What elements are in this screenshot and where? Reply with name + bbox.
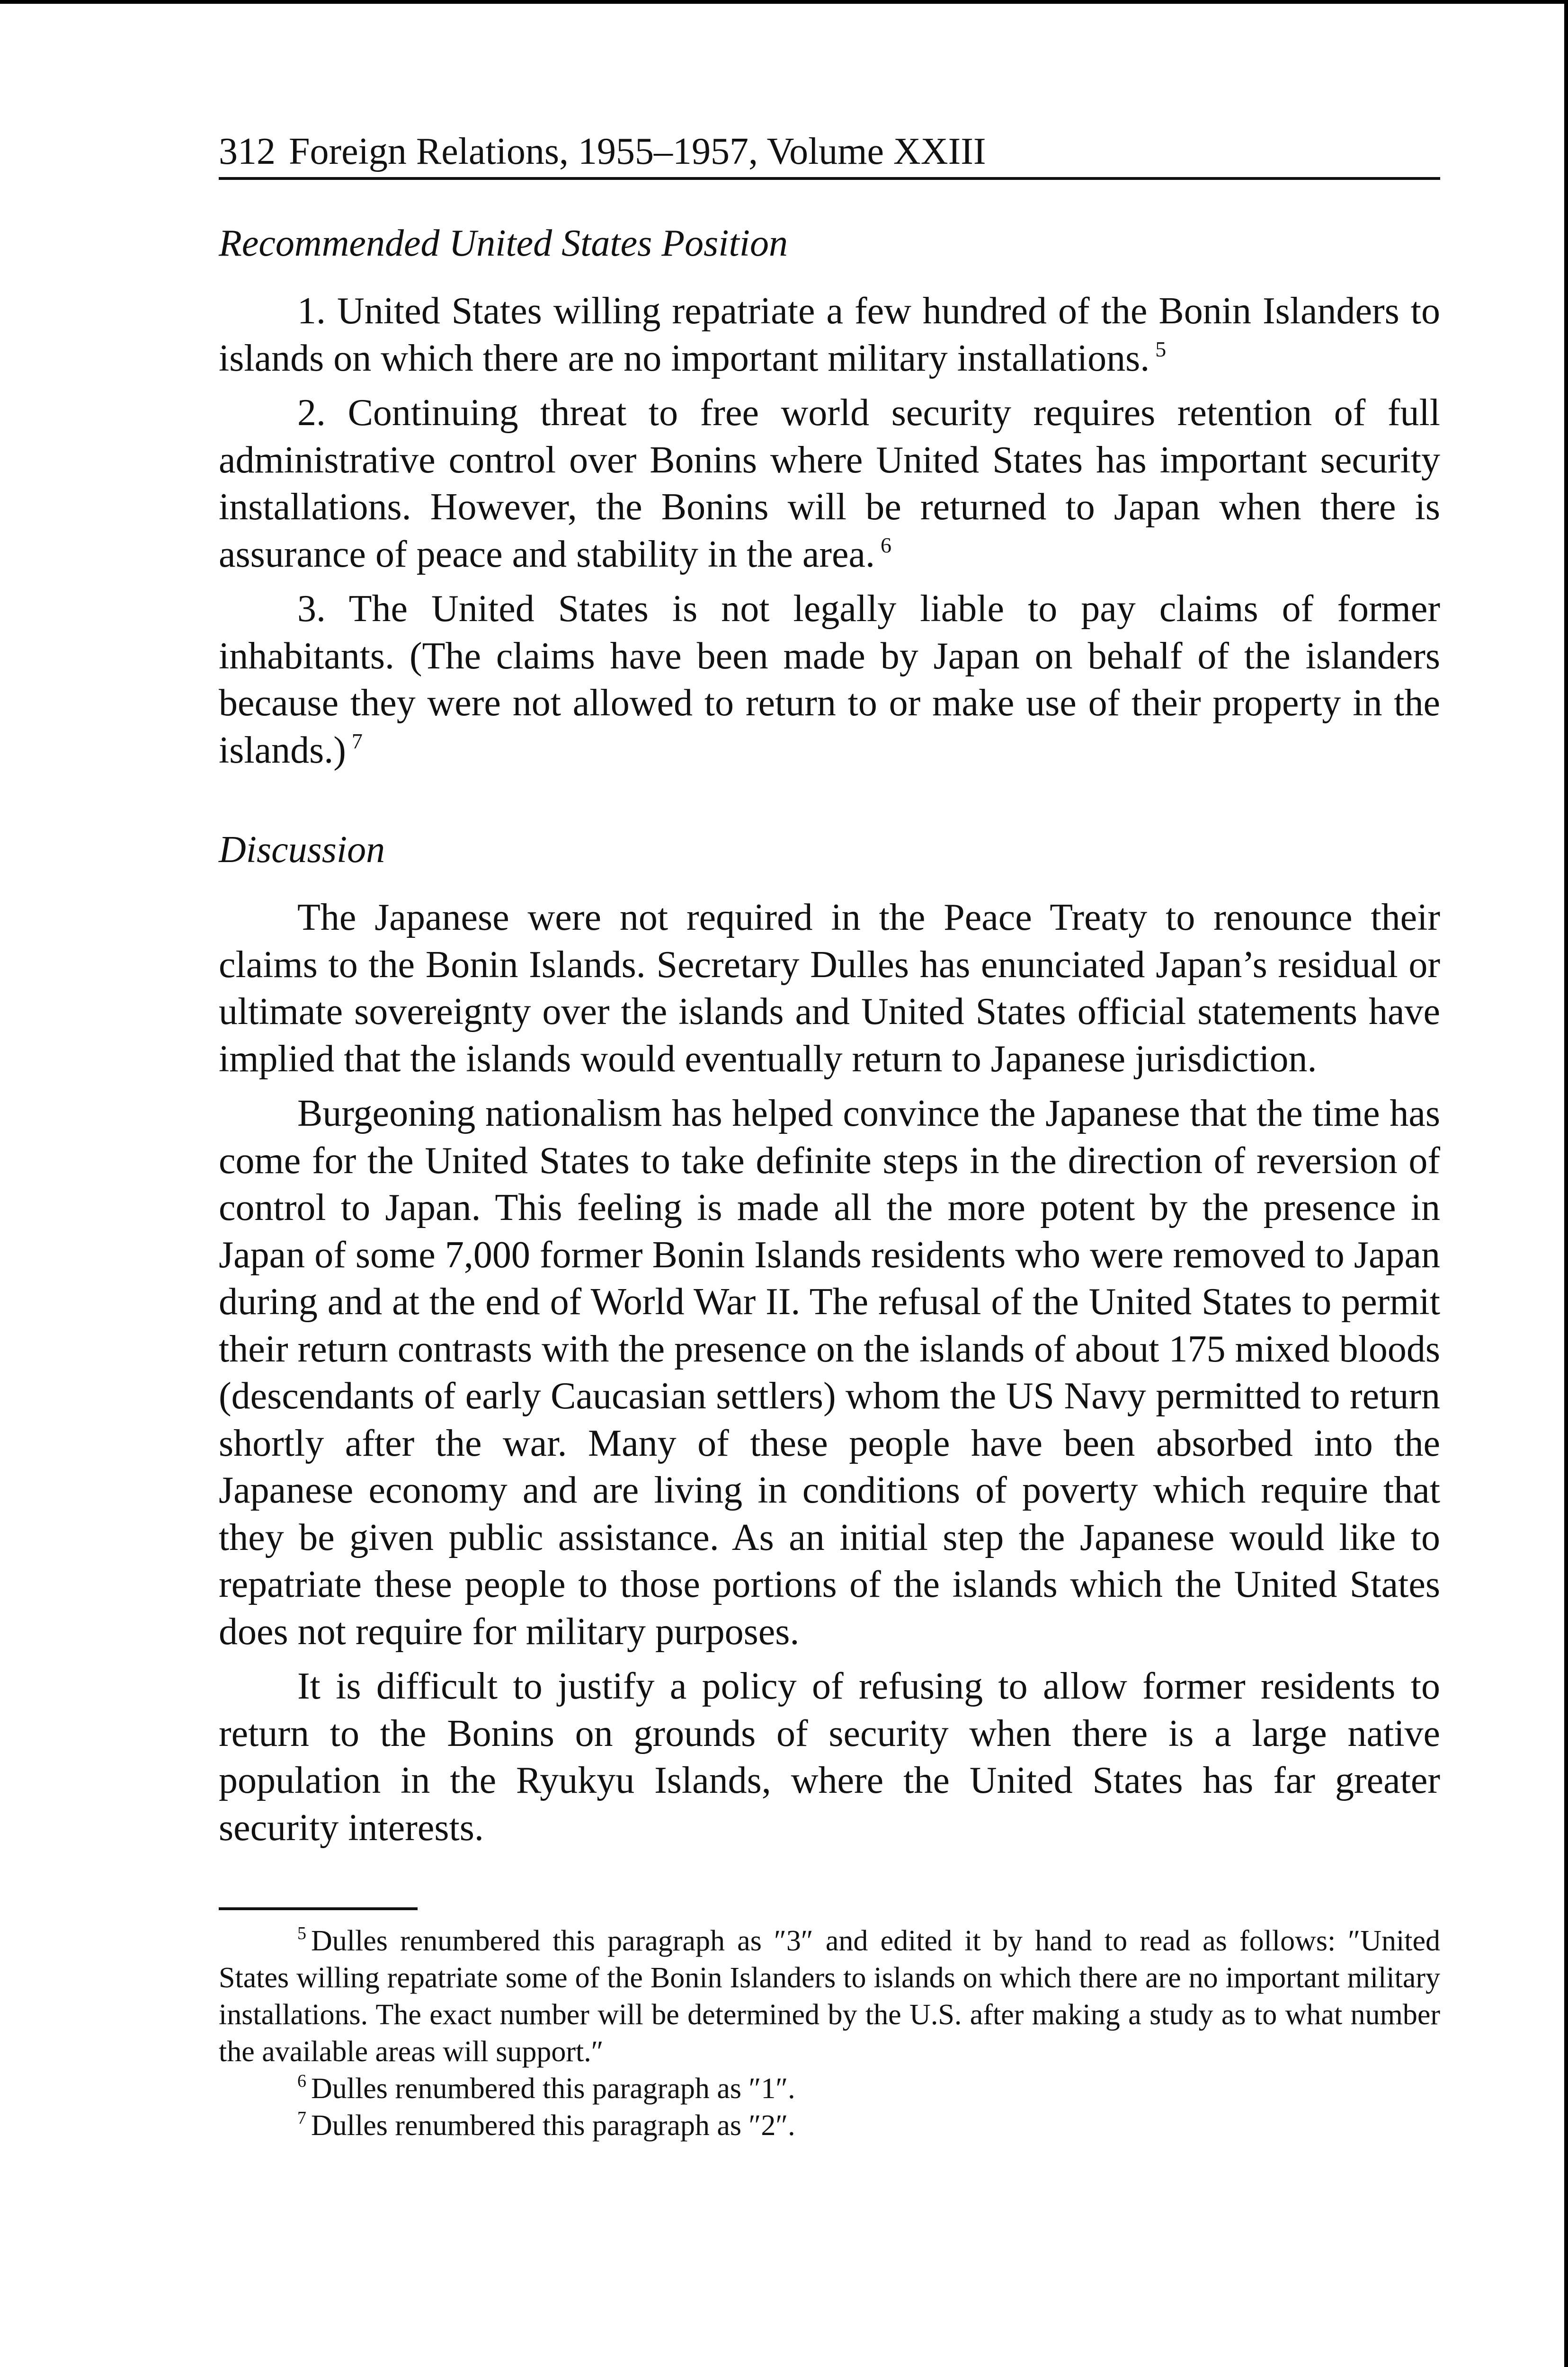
footnote-divider <box>219 1907 418 1910</box>
footnote-number: 6 <box>297 2071 306 2091</box>
footnote-text: Dulles renumbered this paragraph as ″3″ and edited it by hand to read as follows: ″United States willing repatriate some of the Bonin Islanders to islands on which there are no important military installations. The exact number will be determined by the U.S. after making a study as to what number the available areas will support.″ <box>219 1925 1440 2068</box>
footnote-number: 5 <box>297 1923 306 1943</box>
footnote-text: Dulles renumbered this paragraph as ″2″. <box>311 2109 795 2142</box>
footnote <box>219 2107 1440 2144</box>
footnote-reference: 5 <box>1155 337 1167 361</box>
footnote <box>219 2070 1440 2107</box>
page-number: 312 <box>219 131 276 172</box>
running-head <box>219 133 1440 180</box>
footnote-text: Dulles renumbered this paragraph as ″1″. <box>311 2073 795 2105</box>
footnote <box>219 1922 1440 2070</box>
recommendation-text: 1. United States willing repatriate a few hundred of the Bonin Islanders to islands on which there are no important military installations. <box>219 290 1440 379</box>
running-head-title: Foreign Relations, 1955–1957, Volume XXIII <box>289 131 986 172</box>
footnote-reference: 6 <box>881 533 892 557</box>
recommendation-text: 2. Continuing threat to free world security requires retention of full administrative control over Bonins where United States has important security installations. However, the Bonins will be returned to Japan when there is assurance of peace and stability in the area. <box>219 392 1440 575</box>
recommendation-text: 3. The United States is not legally liable to pay claims of former inhabitants. (The claims have been made by Japan on behalf of the islanders because they were not allowed to return to or make use of their property in the islands.) <box>219 588 1440 771</box>
page-content <box>219 133 1440 2144</box>
recommendation-paragraph <box>219 288 1440 382</box>
discussion-paragraph: It is difficult to justify a policy of refusing to allow former residents to return to the Bonins on grounds of security when there is a large native population in the Ryukyu Islands, where the United States has far greater security interests. <box>219 1665 1440 1849</box>
footnote-number: 7 <box>297 2108 306 2128</box>
recommendation-paragraph <box>219 586 1440 774</box>
discussion-paragraph: The Japanese were not required in the Peace Treaty to renounce their claims to the Bonin Islands. Secretary Dulles has enunciated Japan’s residual or ultimate sovereignty over the islands and United States official statements have implied that the islands would eventually return to Japanese jurisdiction. <box>219 897 1440 1080</box>
discussion-paragraph: Burgeoning nationalism has helped convince the Japanese that the time has come for the United States to take definite steps in the direction of reversion of control to Japan. This feeling is made all the more potent by the presence in Japan of some 7,000 former Bonin Islands residents who were removed to Japan during and at the end of World War II. The refusal of the United States to permit their return contrasts with the presence on the islands of about 175 mixed bloods (descendants of early Caucasian settlers) whom the US Navy permitted to return shortly after the war. Many of these people have been absorbed into the Japanese economy and are living in conditions of poverty which require that they be given public assistance. As an initial step the Japanese would like to repatriate these people to those portions of the islands which the United States does not require for military purposes. <box>219 1093 1440 1653</box>
recommended-position-heading: Recommended United States Position <box>219 222 788 264</box>
discussion-heading: Discussion <box>219 829 385 871</box>
footnote-reference: 7 <box>351 729 363 753</box>
recommendation-paragraph <box>219 390 1440 578</box>
